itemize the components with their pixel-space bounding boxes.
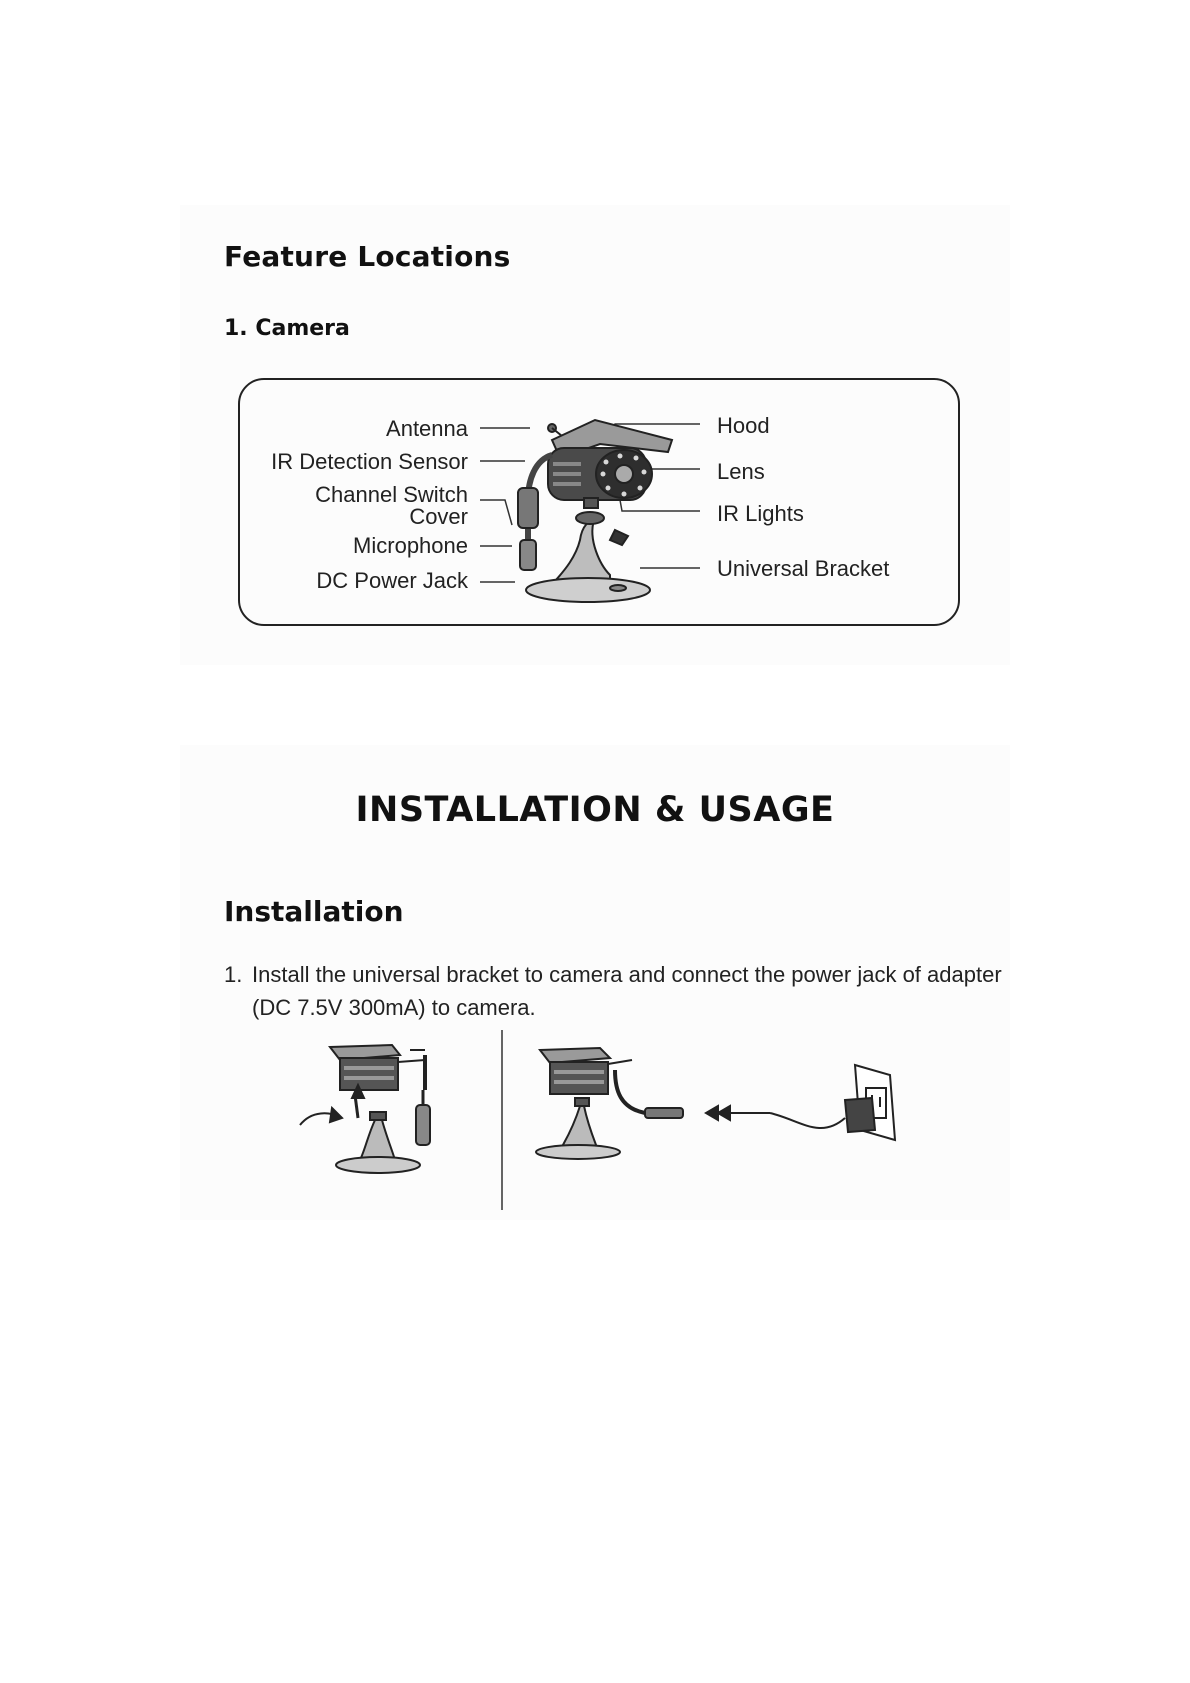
installation-heading: Installation xyxy=(224,895,404,928)
camera-subheading: 1. Camera xyxy=(224,316,350,341)
label-channel-switch-line1: Channel Switch xyxy=(315,482,468,507)
step-number: 1. xyxy=(224,962,243,987)
power-connection-figure xyxy=(536,1048,895,1159)
label-microphone: Microphone xyxy=(353,533,468,558)
label-lens: Lens xyxy=(717,459,765,484)
label-dc-power-jack: DC Power Jack xyxy=(316,568,468,593)
installation-usage-title: INSTALLATION & USAGE xyxy=(355,790,835,830)
step-text: Install the universal bracket to camera and connect the power jack of adapter (DC 7.5V 300mA) to camera. xyxy=(252,962,1002,1020)
label-ir-detection-sensor: IR Detection Sensor xyxy=(271,449,468,474)
bracket-mount-figure xyxy=(300,1045,430,1173)
label-antenna: Antenna xyxy=(386,416,468,441)
feature-locations-heading: Feature Locations xyxy=(224,240,511,273)
label-ir-lights: IR Lights xyxy=(717,501,804,526)
label-universal-bracket: Universal Bracket xyxy=(717,556,890,581)
label-channel-switch-line2: Cover xyxy=(409,504,468,529)
label-hood: Hood xyxy=(717,413,770,438)
